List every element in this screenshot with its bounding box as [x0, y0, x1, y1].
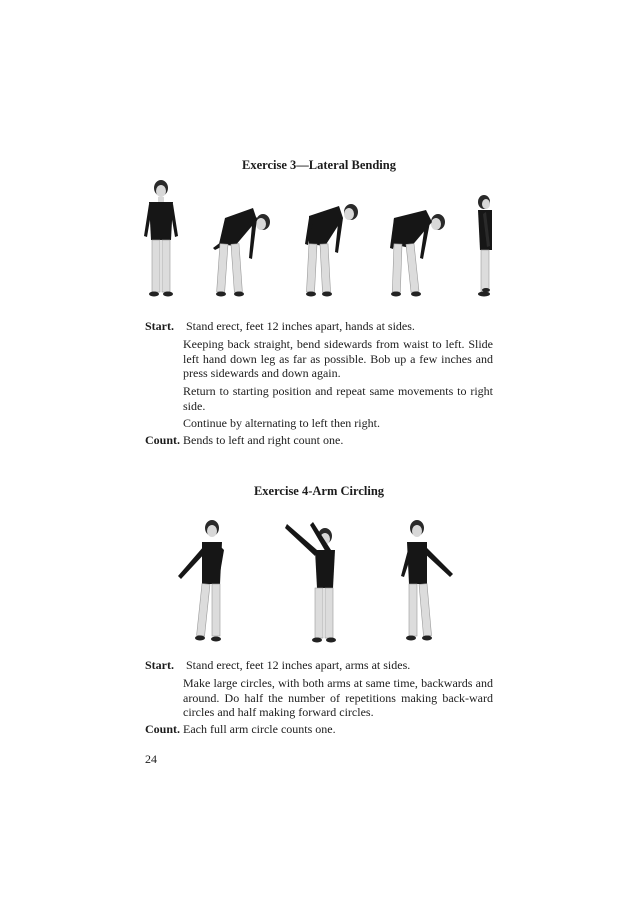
figure-arm-circle-1 [178, 520, 224, 642]
figure-standing-profile [478, 195, 492, 297]
exercise-3-title: Exercise 3—Lateral Bending [242, 158, 396, 172]
exercise-4-count-text: Each full arm circle counts one. [183, 722, 336, 736]
figure-arm-circle-2 [285, 522, 336, 643]
exercise-3-illustrations [135, 178, 505, 304]
exercise-4-illustrations [172, 516, 462, 646]
exercise-3-count-text: Bends to left and right count one. [183, 433, 344, 447]
figure-arm-circle-3 [401, 520, 453, 641]
exercise-3-count-label: Count. [145, 433, 181, 447]
exercise-4-title: Exercise 4-Arm Circling [253, 484, 385, 498]
exercise-3-instruction-1: Keeping back straight, bend sidewards from waist to left. Slide left hand down leg as far as possible. Bob up a few inches and press sidewards and down again. [183, 337, 493, 380]
figure-bending-side-2 [305, 204, 358, 297]
page-number: 24 [145, 752, 157, 766]
figure-standing-front [144, 180, 178, 297]
figure-bending-side-3 [390, 210, 445, 297]
exercise-4-start-text: Stand erect, feet 12 inches apart, arms at sides. [186, 658, 411, 672]
figure-bending-side-1 [213, 208, 270, 297]
exercise-3-instruction-3: Continue by alternating to left then right. [183, 416, 380, 430]
exercise-3-count [145, 433, 495, 448]
exercise-3-start-label: Start. [145, 319, 174, 333]
exercise-4-count [145, 722, 495, 737]
exercise-3-start-text: Stand erect, feet 12 inches apart, hands at sides. [186, 319, 415, 333]
exercise-4-count-label: Count. [145, 722, 181, 736]
exercise-4-instruction-1: Make large circles, with both arms at same time, backwards and around. Do half the number of repetitions making back-ward circles and half making forward circles. [183, 676, 493, 719]
exercise-4-start-label: Start. [145, 658, 174, 672]
exercise-3-instruction-2: Return to starting position and repeat same movements to right side. [183, 384, 493, 413]
